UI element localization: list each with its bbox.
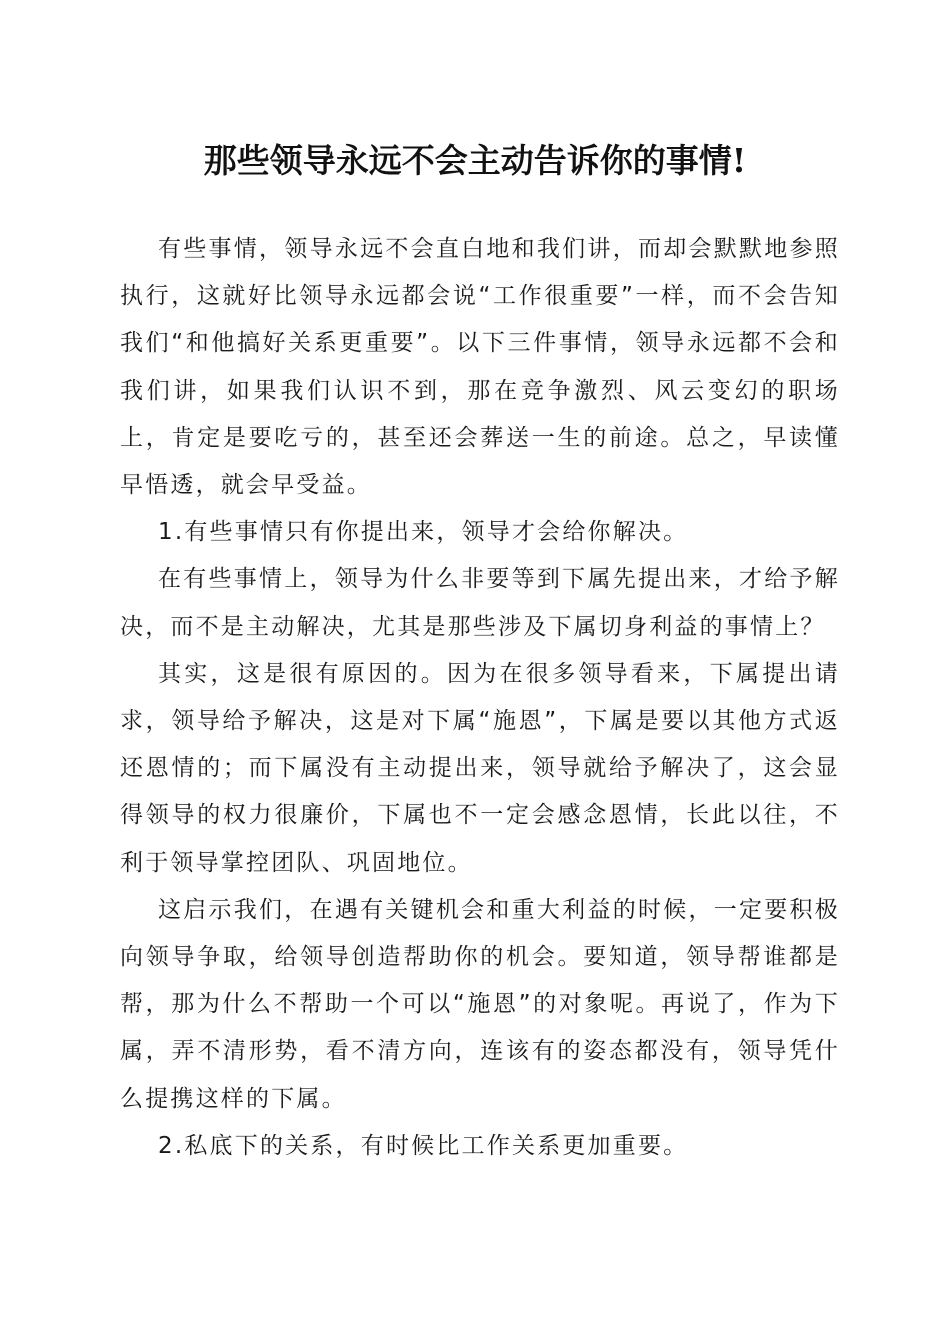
body-paragraph: 这启示我们，在遇有关键机会和重大利益的时候，一定要积极向领导争取，给领导创造帮助你的机会。要知道，领导帮谁都是帮，那为什么不帮助一个可以“施恩”的对象呢。再说了，作为下属，弄不清形势，看不清方向，连该有的姿态都没有，领导凭什么提携这样的下属。 — [120, 896, 840, 1112]
section-heading-2: 2.私底下的关系，有时候比工作关系更加重要。 — [158, 1132, 689, 1159]
body-paragraph: 在有些事情上，领导为什么非要等到下属先提出来，才给予解决，而不是主动解决，尤其是那些涉及下属切身利益的事情上？ — [120, 566, 840, 640]
document-body — [120, 226, 840, 1170]
intro-paragraph: 有些事情，领导永远不会直白地和我们讲，而却会默默地参照执行，这就好比领导永远都会说“工作很重要”一样，而不会告知我们“和他搞好关系更重要”。以下三件事情，领导永远都不会和我们讲，如果我们认识不到，那在竞争激烈、风云变幻的职场上，肯定是要吃亏的，甚至还会葬送一生的前途。总之，早读懂早悟透，就会早受益。 — [120, 236, 840, 499]
section-heading-1: 1.有些事情只有你提出来，领导才会给你解决。 — [158, 519, 689, 546]
document-title: 那些领导永远不会主动告诉你的事情! — [203, 141, 747, 180]
body-paragraph: 其实，这是很有原因的。因为在很多领导看来，下属提出请求，领导给予解决，这是对下属“施恩”，下属是要以其他方式返还恩情的；而下属没有主动提出来，领导就给予解决了，这会显得领导的权力很廉价，下属也不一定会感念恩情，长此以往，不利于领导掌控团队、巩固地位。 — [120, 660, 840, 876]
